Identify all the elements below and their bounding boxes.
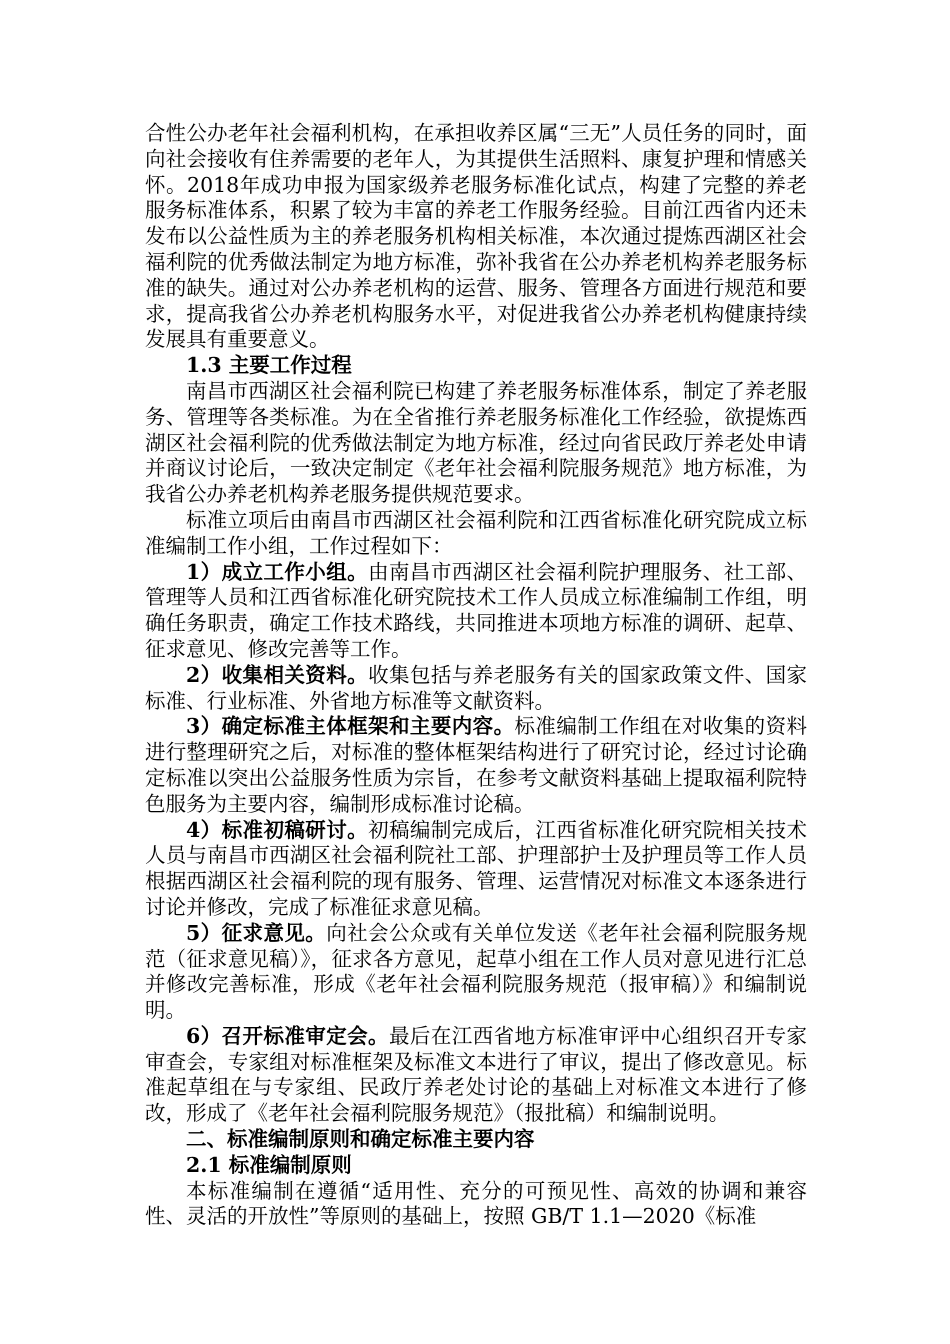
step-paragraph-6 — [145, 1024, 807, 1127]
step-title: 1）成立工作小组。 — [186, 559, 369, 584]
step-text: 标准编制工作组在对收集的资料进行整理研究之后，对标准的整体框架结构进行了研究讨论，经过讨论确定标准以突出公益服务性质为宗旨，在参考文献资料基础上提取福利院特色服务为主要内容，编制形成标准讨论稿。 — [145, 714, 807, 816]
paragraph-2-1: 本标准编制在遵循“适用性、充分的可预见性、高效的协调和兼容性、灵活的开放性”等原则的基础上，按照 GB/T 1.1—2020《标准 — [145, 1178, 807, 1229]
step-title: 6）召开标准审定会。 — [186, 1023, 389, 1048]
document-page — [145, 121, 807, 1230]
paragraph-1-3-b: 标准立项后由南昌市西湖区社会福利院和江西省标准化研究院成立标准编制工作小组，工作过程如下： — [145, 507, 807, 558]
step-title: 2）收集相关资料。 — [186, 662, 369, 687]
step-paragraph-5 — [145, 921, 807, 1024]
step-title: 4）标准初稿研讨。 — [186, 817, 369, 842]
step-paragraph-3 — [145, 714, 807, 817]
step-paragraph-4 — [145, 818, 807, 921]
step-text: 最后在江西省地方标准审评中心组织召开专家审查会，专家组对标准框架及标准文本进行了审议，提出了修改意见。标准起草组在与专家组、民政厅养老处讨论的基础上对标准文本进行了修改，形成了《老年社会福利院服务规范》（报批稿）和编制说明。 — [145, 1023, 807, 1126]
step-title: 3）确定标准主体框架和主要内容。 — [186, 714, 515, 739]
intro-paragraph: 合性公办老年社会福利机构，在承担收养区属“三无”人员任务的同时，面向社会接收有住养需要的老年人，为其提供生活照料、康复护理和情感关怀。2018年成功申报为国家级养老服务标准化试点，构建了完整的养老服务标准体系，积累了较为丰富的养老工作服务经验。目前江西省内还未发布以公益性质为主的养老服务机构相关标准，本次通过提炼西湖区社会福利院的优秀做法制定为地方标准，弥补我省在公办养老机构养老服务标准的缺失。通过对公办养老机构的运营、服务、管理各方面进行规范和要求，提高我省公办养老机构服务水平，对促进我省公办养老机构健康持续发展具有重要意义。 — [145, 121, 807, 352]
step-text: 收集包括与养老服务有关的国家政策文件、国家标准、行业标准、外省地方标准等文献资料。 — [145, 662, 807, 713]
step-paragraph-2 — [145, 663, 807, 715]
step-title: 5）征求意见。 — [186, 920, 327, 945]
section-heading-2: 二、标准编制原则和确定标准主要内容 — [186, 1127, 535, 1152]
step-text: 向社会公众或有关单位发送《老年社会福利院服务规范（征求意见稿）》，征求各方意见，起草小组在工作人员对意见进行汇总并修改完善标准，形成《老年社会福利院服务规范（报审稿）》和编制说明。 — [145, 920, 807, 1023]
paragraph-1-3-a: 南昌市西湖区社会福利院已构建了养老服务标准体系，制定了养老服务、管理等各类标准。为在全省推行养老服务标准化工作经验，欲提炼西湖区社会福利院的优秀做法制定为地方标准，经过向省民政厅养老处申请并商议讨论后，一致决定制定《老年社会福利院服务规范》地方标准，为我省公办养老机构养老服务提供规范要求。 — [145, 378, 807, 507]
step-text: 由南昌市西湖区社会福利院护理服务、社工部、管理等人员和江西省标准化研究院技术工作人员成立标准编制工作组，明确任务职责，确定工作技术路线，共同推进本项地方标准的调研、起草、征求意见、修改完善等工作。 — [145, 559, 807, 661]
section-heading-1-3: 1.3 主要工作过程 — [186, 353, 352, 378]
step-paragraph-1 — [145, 560, 807, 663]
section-heading-2-1: 2.1 标准编制原则 — [186, 1152, 352, 1177]
step-text: 初稿编制完成后，江西省标准化研究院相关技术人员与南昌市西湖区社会福利院社工部、护理部护士及护理员等工作人员根据西湖区社会福利院的现有服务、管理、运营情况对标准文本逐条进行讨论并修改，完成了标准征求意见稿。 — [145, 817, 807, 919]
